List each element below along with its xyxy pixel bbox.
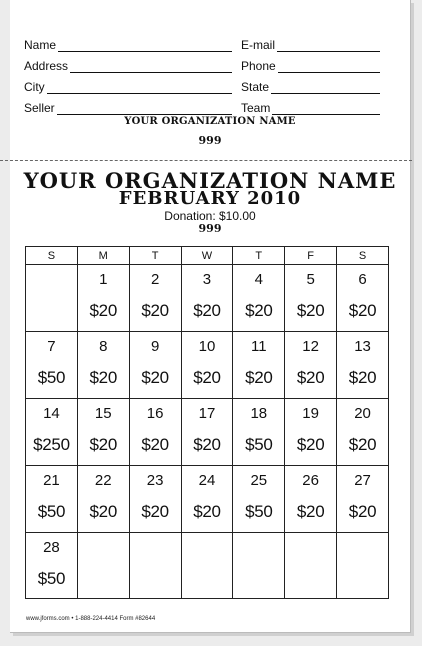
day-number: 28	[43, 539, 60, 556]
day-number: 8	[99, 338, 108, 355]
city-field[interactable]	[24, 80, 232, 94]
calendar-day-cell	[129, 399, 181, 466]
ticket-organization-name: YOUR ORGANIZATION NAME	[23, 168, 397, 193]
calendar-day-cell	[26, 399, 78, 466]
calendar-day-cell	[285, 466, 337, 533]
prize-amount: $20	[89, 502, 117, 521]
city-label: City	[24, 80, 45, 94]
weekday-monday: M	[77, 247, 129, 265]
prize-amount: $20	[296, 301, 325, 320]
day-number: 14	[43, 405, 60, 422]
calendar-day-cell-empty	[285, 533, 337, 599]
calendar-day-cell	[129, 332, 181, 399]
day-number: 3	[202, 271, 212, 288]
footer-form-info: www.jforms.com • 1-888-224-4414 Form #82644	[26, 616, 156, 622]
team-label: Team	[241, 101, 271, 115]
prize-amount: $50	[37, 368, 66, 387]
stub-ticket-number: 999	[198, 134, 222, 147]
name-field[interactable]	[24, 38, 232, 52]
weekday-sunday: S	[26, 247, 78, 265]
perforation-line	[0, 160, 412, 161]
calendar-day-cell	[285, 265, 337, 332]
prize-amount: $20	[89, 435, 117, 454]
prize-amount: $20	[348, 502, 377, 521]
stub-organization-name: YOUR ORGANIZATION NAME	[124, 116, 296, 127]
team-line	[272, 103, 380, 115]
day-number: 16	[146, 405, 164, 422]
phone-field[interactable]	[241, 59, 380, 73]
prize-amount: $20	[89, 368, 117, 387]
city-line	[47, 82, 232, 94]
calendar-day-cell-empty	[337, 533, 389, 599]
calendar-day-cell-empty	[181, 533, 233, 599]
prize-amount: $20	[245, 301, 273, 320]
calendar-day-cell	[233, 265, 285, 332]
weekday-thursday: T	[233, 247, 285, 265]
day-number: 6	[358, 271, 367, 288]
day-number: 2	[150, 271, 160, 288]
prize-amount: $20	[193, 502, 221, 521]
ticket-number: 999	[198, 222, 222, 235]
day-number: 26	[302, 472, 319, 489]
seller-label: Seller	[24, 101, 55, 115]
prize-amount: $20	[89, 301, 117, 320]
calendar-day-cell	[233, 332, 285, 399]
name-label: Name	[24, 38, 57, 52]
prize-amount: $20	[348, 301, 377, 320]
phone-line	[278, 61, 380, 73]
calendar-week-row	[26, 533, 389, 599]
calendar-week-row	[26, 399, 389, 466]
day-number: 15	[94, 405, 112, 422]
day-number: 13	[354, 338, 371, 355]
day-number: 17	[198, 405, 216, 422]
calendar-day-cell	[77, 399, 129, 466]
prize-amount: $20	[141, 368, 169, 387]
calendar-day-cell	[26, 533, 78, 599]
calendar-day-cell-empty	[77, 533, 129, 599]
calendar-day-cell	[337, 466, 389, 533]
day-number: 1	[99, 271, 108, 288]
calendar-day-cell	[285, 399, 337, 466]
prize-amount: $20	[296, 368, 325, 387]
calendar-day-cell	[181, 466, 233, 533]
calendar-day-cell	[285, 332, 337, 399]
calendar-week-row	[26, 265, 389, 332]
day-number: 9	[150, 338, 160, 355]
day-number: 23	[146, 472, 164, 489]
ticket-month-title: FEBRUARY 2010	[118, 188, 302, 209]
calendar-grid	[25, 246, 389, 599]
calendar-day-cell-empty	[26, 265, 78, 332]
day-number: 7	[47, 338, 56, 355]
day-number: 27	[354, 472, 371, 489]
calendar-day-cell	[26, 332, 78, 399]
address-field[interactable]	[24, 59, 232, 73]
calendar-day-cell	[337, 399, 389, 466]
prize-amount: $20	[348, 435, 377, 454]
calendar-day-cell	[181, 332, 233, 399]
prize-amount: $20	[193, 301, 221, 320]
calendar-day-cell	[77, 265, 129, 332]
email-field[interactable]	[241, 38, 380, 52]
prize-amount: $20	[296, 435, 325, 454]
prize-amount: $50	[37, 502, 66, 521]
state-line	[271, 82, 380, 94]
phone-label: Phone	[241, 59, 276, 73]
prize-amount: $20	[245, 368, 273, 387]
prize-amount: $20	[296, 502, 325, 521]
prize-amount: $250	[33, 435, 70, 454]
day-number: 11	[251, 338, 267, 355]
prize-amount: $50	[245, 502, 273, 521]
weekday-wednesday: W	[181, 247, 233, 265]
email-line	[277, 40, 380, 52]
calendar-day-cell	[181, 399, 233, 466]
prize-amount: $20	[193, 368, 221, 387]
calendar-day-cell	[233, 466, 285, 533]
calendar-day-cell	[26, 466, 78, 533]
day-number: 5	[306, 271, 315, 288]
day-number: 10	[198, 338, 216, 355]
state-field[interactable]	[241, 80, 380, 94]
seller-field[interactable]	[24, 101, 232, 115]
prize-amount: $20	[193, 435, 221, 454]
weekday-saturday: S	[337, 247, 389, 265]
state-label: State	[241, 80, 270, 94]
weekday-header-row	[26, 247, 389, 265]
prize-amount: $50	[37, 569, 66, 588]
prize-amount: $50	[245, 435, 273, 454]
prize-amount: $20	[141, 435, 169, 454]
day-number: 24	[198, 472, 216, 489]
calendar-day-cell	[337, 265, 389, 332]
address-line	[70, 61, 232, 73]
calendar-day-cell	[233, 399, 285, 466]
day-number: 20	[354, 405, 371, 422]
calendar-day-cell	[181, 265, 233, 332]
day-number: 18	[250, 405, 268, 422]
email-label: E-mail	[241, 38, 276, 52]
address-label: Address	[24, 59, 69, 73]
calendar-day-cell	[77, 466, 129, 533]
calendar-week-row	[26, 332, 389, 399]
day-number: 25	[250, 472, 268, 489]
seller-line	[57, 103, 232, 115]
raffle-calendar-form	[10, 0, 411, 633]
calendar-day-cell	[337, 332, 389, 399]
day-number: 4	[254, 271, 263, 288]
donation-amount: Donation: $10.00	[164, 209, 256, 223]
calendar-day-cell-empty	[233, 533, 285, 599]
prize-amount: $20	[141, 301, 169, 320]
team-field[interactable]	[241, 101, 380, 115]
day-number: 22	[94, 472, 112, 489]
day-number: 12	[302, 338, 319, 355]
calendar-day-cell-empty	[129, 533, 181, 599]
calendar-day-cell	[129, 265, 181, 332]
calendar-day-cell	[129, 466, 181, 533]
day-number: 21	[43, 472, 60, 489]
weekday-friday: F	[285, 247, 337, 265]
name-line	[58, 40, 232, 52]
calendar-week-row	[26, 466, 389, 533]
calendar-day-cell	[77, 332, 129, 399]
prize-amount: $20	[348, 368, 377, 387]
day-number: 19	[302, 405, 319, 422]
prize-amount: $20	[141, 502, 169, 521]
weekday-tuesday: T	[129, 247, 181, 265]
